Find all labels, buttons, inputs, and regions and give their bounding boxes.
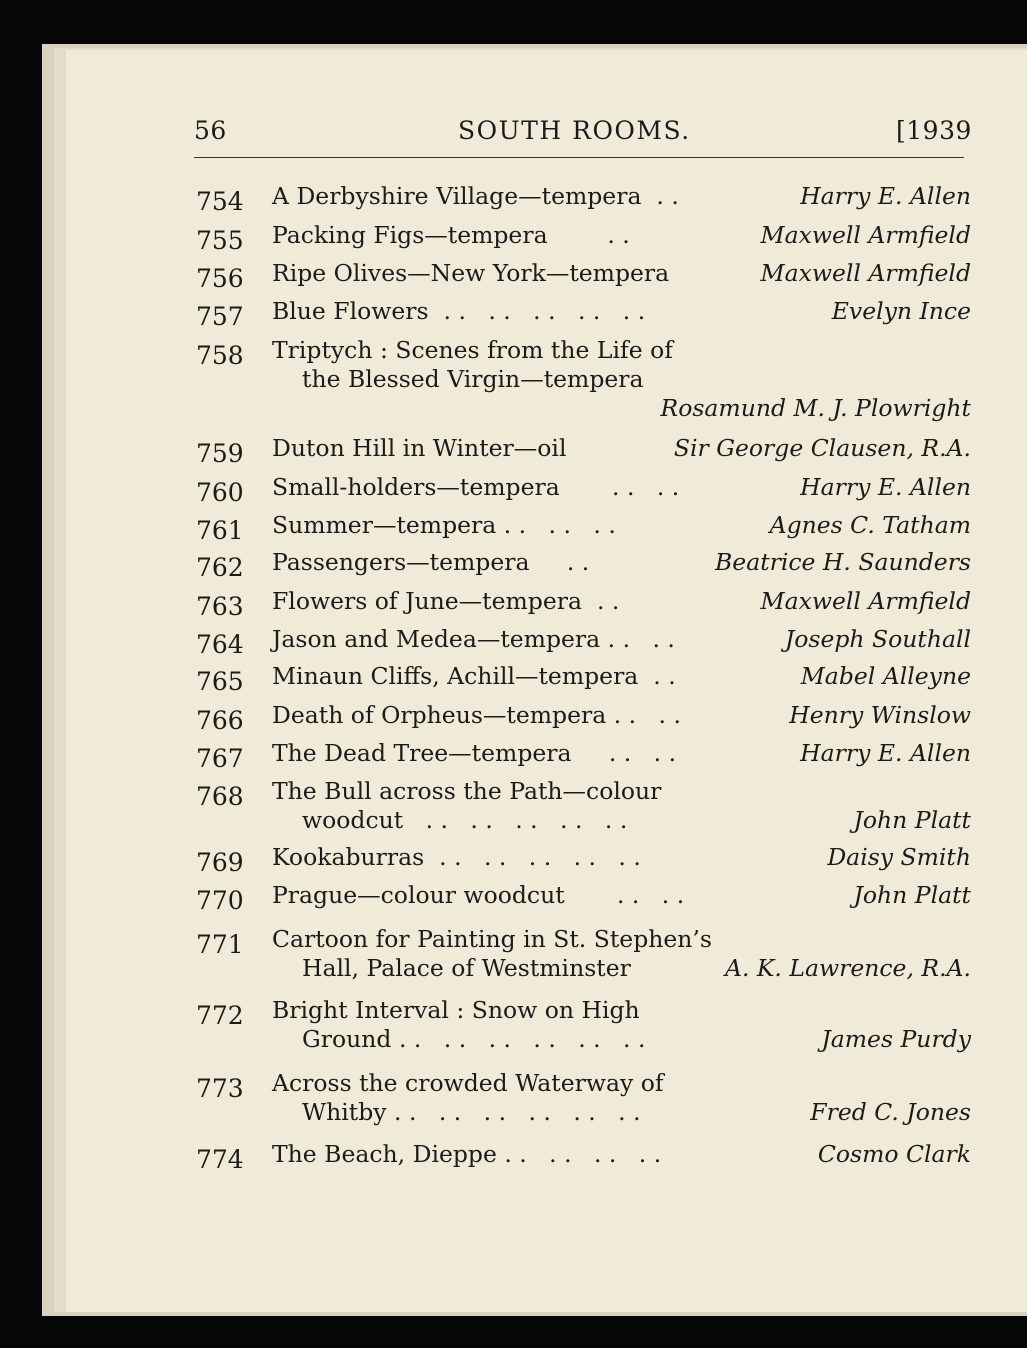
entry-artist: Rosamund M. J. Plowright <box>660 394 971 422</box>
entry-title-continued: the Blessed Virgin—tempera <box>302 365 644 393</box>
entry-artist: Mabel Alleyne <box>800 662 971 690</box>
page-number: 56 <box>194 116 227 145</box>
entry-artist: Maxwell Armfield <box>760 587 971 615</box>
catalogue-page <box>66 50 1027 1312</box>
catalogue-entry <box>66 473 1027 507</box>
catalogue-entry <box>66 1069 1027 1127</box>
entry-title-continued: Whitby . . . . . . . . . . . . <box>302 1098 641 1126</box>
entry-title: Jason and Medea—tempera . . . . <box>272 625 675 653</box>
catalogue-entry <box>66 777 1027 835</box>
entry-title: Death of Orpheus—tempera . . . . <box>272 701 681 729</box>
entry-title: Duton Hill in Winter—oil <box>272 434 567 462</box>
entry-artist: A. K. Lawrence, R.A. <box>724 954 971 982</box>
entry-title: Flowers of June—tempera . . <box>272 587 620 615</box>
catalogue-entry <box>66 881 1027 915</box>
catalogue-entry <box>66 1140 1027 1174</box>
catalogue-entry <box>66 843 1027 877</box>
entry-title: Packing Figs—tempera . . <box>272 221 630 249</box>
entry-number: 762 <box>196 553 244 582</box>
entry-number: 770 <box>196 886 244 915</box>
catalogue-entry <box>66 996 1027 1054</box>
catalogue-year: [1939 <box>896 116 972 145</box>
entry-title: A Derbyshire Village—tempera . . <box>272 182 679 210</box>
page-title: SOUTH ROOMS. <box>458 116 691 145</box>
entry-number: 773 <box>196 1074 244 1103</box>
entry-number: 760 <box>196 478 244 507</box>
entry-number: 764 <box>196 630 244 659</box>
entry-title: Blue Flowers . . . . . . . . . . <box>272 297 646 325</box>
catalogue-entry <box>66 259 1027 293</box>
catalogue-entry <box>66 336 1027 423</box>
entry-number: 757 <box>196 302 244 331</box>
catalogue-entry <box>66 625 1027 659</box>
entry-title: Triptych : Scenes from the Life of <box>272 336 673 364</box>
entry-number: 772 <box>196 1001 244 1030</box>
entry-number: 763 <box>196 592 244 621</box>
entry-title: Cartoon for Painting in St. Stephen’s <box>272 925 712 953</box>
catalogue-entry <box>66 182 1027 216</box>
entry-title: Small-holders—tempera . . . . <box>272 473 680 501</box>
entry-title: Ripe Olives—New York—tempera <box>272 259 670 287</box>
entry-title-continued: Hall, Palace of Westminster <box>302 954 631 982</box>
catalogue-entry <box>66 739 1027 773</box>
entry-artist: John Platt <box>853 806 971 834</box>
entry-number: 754 <box>196 187 244 216</box>
entry-title: Prague—colour woodcut . . . . <box>272 881 685 909</box>
entry-number: 761 <box>196 516 244 545</box>
entry-artist: Harry E. Allen <box>800 473 971 501</box>
entry-number: 755 <box>196 226 244 255</box>
entry-number: 771 <box>196 930 244 959</box>
entry-number: 768 <box>196 782 244 811</box>
catalogue-entry <box>66 587 1027 621</box>
entry-title: The Dead Tree—tempera . . . . <box>272 739 677 767</box>
entry-title-continued: Ground . . . . . . . . . . . . <box>302 1025 646 1053</box>
header-rule <box>194 157 964 158</box>
entry-artist: Harry E. Allen <box>800 182 971 210</box>
catalogue-entry <box>66 511 1027 545</box>
entry-title: Across the crowded Waterway of <box>272 1069 664 1097</box>
running-head <box>66 116 1027 156</box>
entry-number: 759 <box>196 439 244 468</box>
entry-title: Summer—tempera . . . . . . <box>272 511 616 539</box>
entry-number: 765 <box>196 667 244 696</box>
entry-artist: James Purdy <box>821 1025 971 1053</box>
entry-artist: Henry Winslow <box>789 701 971 729</box>
entry-number: 774 <box>196 1145 244 1174</box>
entry-artist: Maxwell Armfield <box>760 221 971 249</box>
entry-artist: Fred C. Jones <box>810 1098 971 1126</box>
entry-artist: Maxwell Armfield <box>760 259 971 287</box>
catalogue-entry <box>66 221 1027 255</box>
catalogue-entry <box>66 548 1027 582</box>
entry-artist: Harry E. Allen <box>800 739 971 767</box>
entry-number: 756 <box>196 264 244 293</box>
entry-number: 758 <box>196 341 244 370</box>
catalogue-entry <box>66 925 1027 983</box>
entry-artist: Daisy Smith <box>827 843 971 871</box>
entry-artist: Agnes C. Tatham <box>769 511 971 539</box>
catalogue-entry <box>66 701 1027 735</box>
entry-number: 769 <box>196 848 244 877</box>
entry-number: 767 <box>196 744 244 773</box>
entry-artist: Cosmo Clark <box>817 1140 971 1168</box>
entry-title: Passengers—tempera . . <box>272 548 590 576</box>
entry-title-continued: woodcut . . . . . . . . . . <box>302 806 628 834</box>
entry-artist: Evelyn Ince <box>831 297 971 325</box>
entry-title: The Bull across the Path—colour <box>272 777 662 805</box>
entry-artist: John Platt <box>853 881 971 909</box>
entry-title: Kookaburras . . . . . . . . . . <box>272 843 641 871</box>
catalogue-entry <box>66 662 1027 696</box>
catalogue-entry <box>66 434 1027 468</box>
entry-title: Minaun Cliffs, Achill—tempera . . <box>272 662 676 690</box>
entry-title: Bright Interval : Snow on High <box>272 996 640 1024</box>
entry-title: The Beach, Dieppe . . . . . . . . <box>272 1140 662 1168</box>
entry-number: 766 <box>196 706 244 735</box>
catalogue-entry <box>66 297 1027 331</box>
entry-artist: Sir George Clausen, R.A. <box>673 434 971 462</box>
entry-artist: Joseph Southall <box>784 625 971 653</box>
entry-artist: Beatrice H. Saunders <box>715 548 971 576</box>
